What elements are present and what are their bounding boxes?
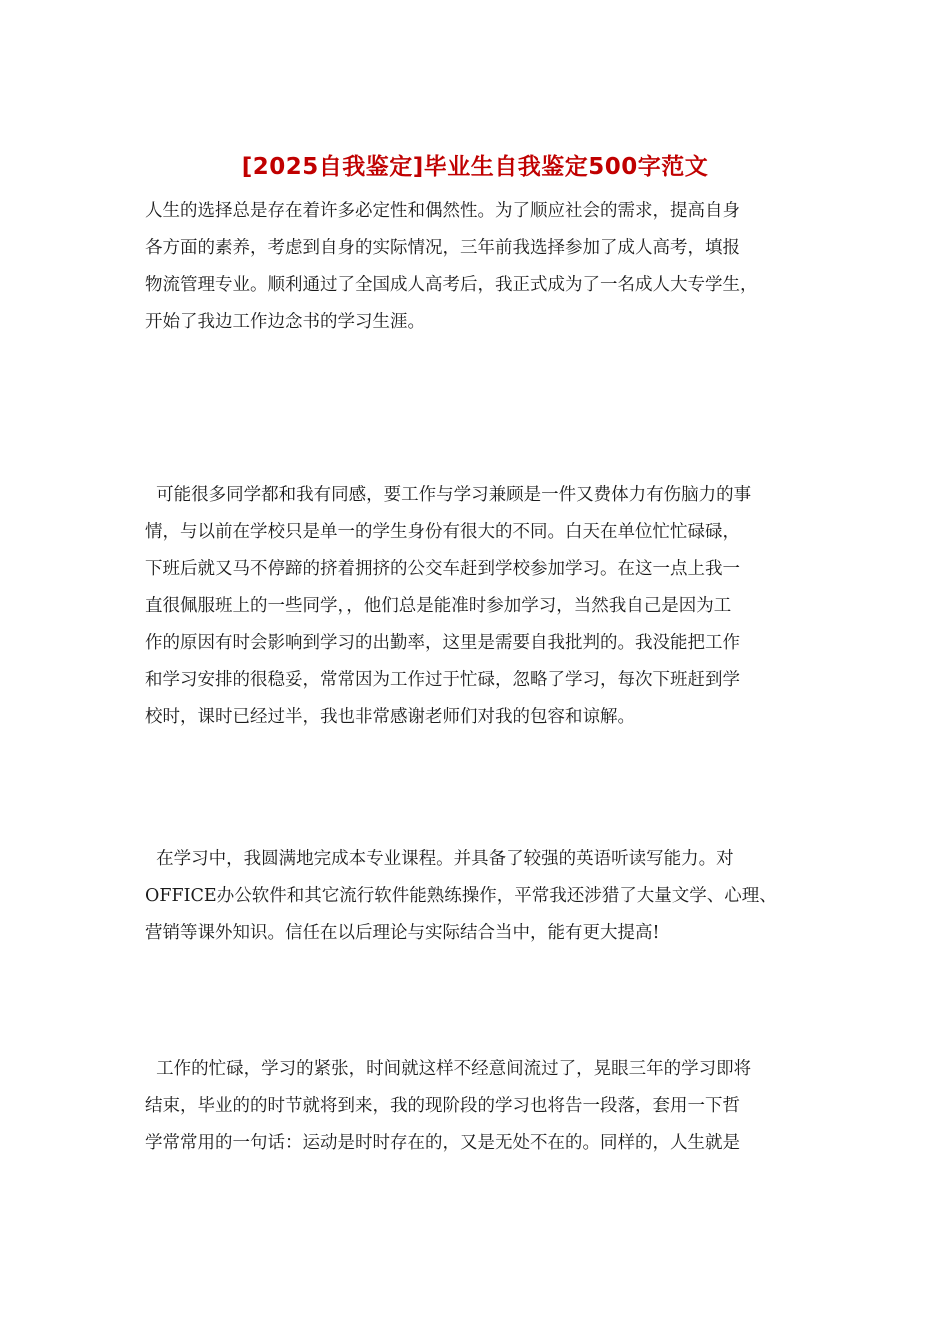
- paragraph-line: 工作的忙碌，学习的紧张，时间就这样不经意间流过了，晃眼三年的学习即将: [145, 1059, 752, 1079]
- paragraph-line: 营销等课外知识。信任在以后理论与实际结合当中，能有更大提高!: [145, 923, 660, 943]
- paragraph-3: [145, 841, 815, 952]
- paragraph-line: 在学习中，我圆满地完成本专业课程。并具备了较强的英语听读写能力。对: [145, 849, 734, 869]
- document-title: [2025自我鉴定]毕业生自我鉴定500字范文: [241, 154, 709, 180]
- paragraph-line: 结束，毕业的的时节就将到来，我的现阶段的学习也将告一段落，套用一下哲: [145, 1096, 740, 1116]
- paragraph-1: [145, 193, 815, 341]
- paragraph-line: 物流管理专业。顺利通过了全国成人高考后，我正式成为了一名成人大专学生，: [145, 275, 758, 295]
- paragraph-2: [145, 477, 815, 736]
- paragraph-line: 情，与以前在学校只是单一的学生身份有很大的不同。白天在单位忙忙碌碌，: [145, 522, 740, 542]
- paragraph-line: 作的原因有时会影响到学习的出勤率，这里是需要自我批判的。我没能把工作: [145, 633, 740, 653]
- paragraph-line: 开始了我边工作边念书的学习生涯。: [145, 312, 425, 332]
- paragraph-line: 校时，课时已经过半，我也非常感谢老师们对我的包容和谅解。: [145, 707, 635, 727]
- paragraph-line: OFFICE办公软件和其它流行软件能熟练操作，平常我还涉猎了大量文学、心理、: [145, 886, 777, 906]
- paragraph-line: 学常常用的一句话：运动是时时存在的，又是无处不在的。同样的，人生就是: [145, 1133, 740, 1153]
- paragraph-line: 可能很多同学都和我有同感，要工作与学习兼顾是一件又费体力有伤脑力的事: [145, 485, 752, 505]
- paragraph-line: 各方面的素养，考虑到自身的实际情况，三年前我选择参加了成人高考，填报: [145, 238, 740, 258]
- paragraph-line: 下班后就又马不停蹄的挤着拥挤的公交车赶到学校参加学习。在这一点上我一: [145, 559, 740, 579]
- paragraph-4: [145, 1051, 815, 1162]
- paragraph-line: 人生的选择总是存在着许多必定性和偶然性。为了顺应社会的需求，提高自身: [145, 201, 740, 221]
- paragraph-line: 和学习安排的很稳妥，常常因为工作过于忙碌，忽略了学习，每次下班赶到学: [145, 670, 740, 690]
- paragraph-line: 直很佩服班上的一些同学，，他们总是能准时参加学习，当然我自己是因为工: [145, 596, 732, 616]
